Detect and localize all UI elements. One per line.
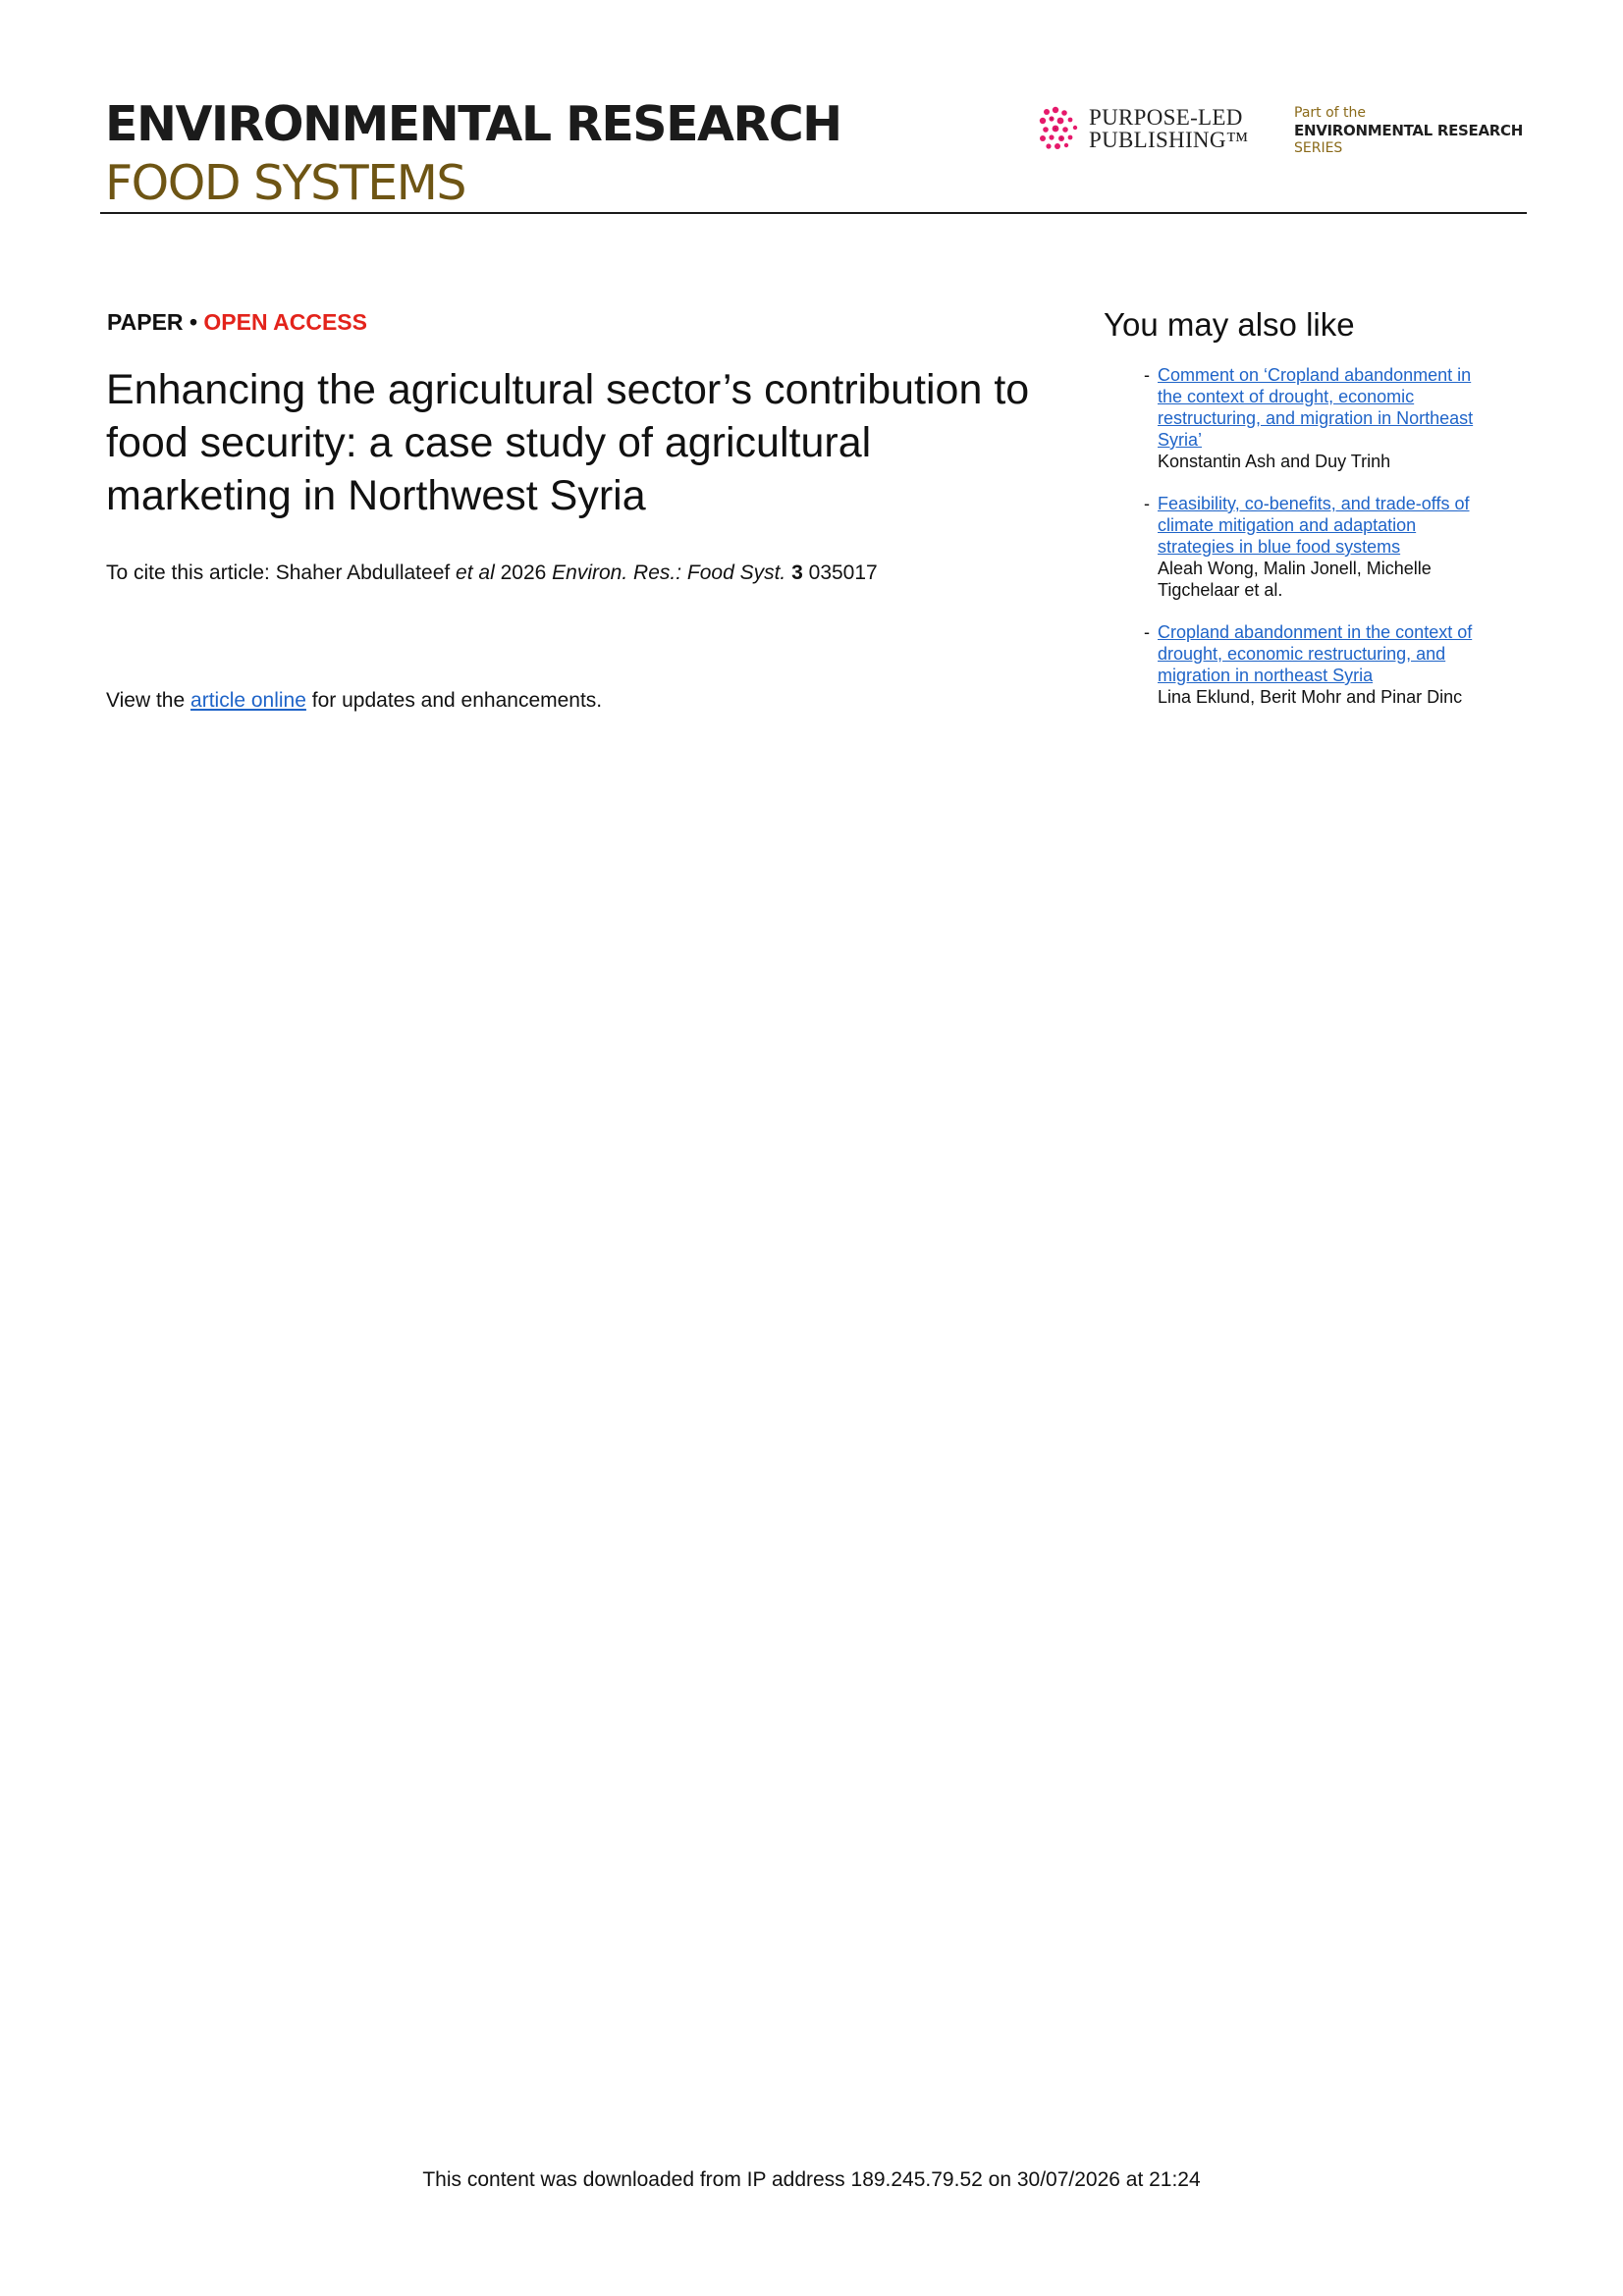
separator-bullet: • [189, 309, 197, 335]
related-author-line: Konstantin Ash and Duy Trinh [1158, 452, 1391, 471]
related-authors [1158, 558, 1516, 601]
related-title-line: the context of drought, economic [1158, 387, 1415, 406]
purpose-led-dots-icon [1038, 106, 1083, 151]
article-title [106, 363, 1088, 522]
citation-journal: Environ. Res.: Food Syst. [552, 561, 786, 584]
related-authors [1158, 451, 1516, 472]
publisher-line1: PURPOSE-LED [1089, 105, 1243, 130]
related-title-line: strategies in blue food systems [1158, 537, 1401, 557]
view-suffix: for updates and enhancements. [311, 689, 603, 712]
related-item-link[interactable] [1158, 365, 1473, 450]
related-item [1104, 364, 1516, 472]
journal-title [105, 95, 841, 213]
journal-title-line1: ENVIRONMENTAL RESEARCH [105, 96, 841, 152]
publisher-line2: PUBLISHING™ [1089, 128, 1249, 152]
related-item-link[interactable] [1158, 494, 1470, 557]
view-online-note [106, 689, 602, 713]
journal-title-line2: FOOD SYSTEMS [105, 155, 466, 211]
header-divider [100, 212, 1527, 214]
citation-etal: et al [456, 561, 495, 584]
view-prefix: View the [106, 689, 186, 712]
list-dash: - [1144, 622, 1150, 642]
related-articles [1104, 305, 1516, 728]
citation-prefix: To cite this article: Shaher Abdullateef [106, 561, 451, 584]
open-access-label: OPEN ACCESS [203, 309, 367, 335]
related-title-line: Cropland abandonment in the context of [1158, 622, 1473, 642]
article-type [107, 309, 367, 336]
series-badge [1294, 105, 1523, 157]
article-online-link[interactable]: article online [190, 689, 306, 712]
series-line1: Part of the [1294, 105, 1367, 121]
citation-volume: 3 [791, 561, 803, 584]
related-author-line: Lina Eklund, Berit Mohr and Pinar Dinc [1158, 687, 1463, 707]
related-title-line: migration in northeast Syria [1158, 666, 1374, 685]
citation-number: 035017 [808, 561, 878, 584]
related-title-line: Syria’ [1158, 430, 1203, 450]
publisher-name [1089, 106, 1249, 151]
list-dash: - [1144, 494, 1150, 513]
related-item-link[interactable] [1158, 622, 1472, 685]
related-title-line: drought, economic restructuring, and [1158, 644, 1446, 664]
related-authors [1158, 686, 1516, 708]
related-title-line: Comment on ‘Cropland abandonment in [1158, 365, 1472, 385]
related-item [1104, 493, 1516, 601]
related-title-line: restructuring, and migration in Northeast [1158, 408, 1474, 428]
related-author-line: Aleah Wong, Malin Jonell, Michelle [1158, 559, 1432, 578]
related-item [1104, 621, 1516, 708]
article-title-line: marketing in Northwest Syria [106, 472, 646, 519]
related-author-line: Tigchelaar et al. [1158, 580, 1283, 600]
citation-year: 2026 [500, 561, 547, 584]
related-heading: You may also like [1104, 306, 1355, 343]
paper-label: PAPER [107, 309, 184, 335]
download-footer: This content was downloaded from IP address 189.245.79.52 on 30/07/2026 at 21:24 [422, 2168, 1201, 2191]
article-title-line: Enhancing the agricultural sector’s contribution to [106, 366, 1030, 413]
article-title-line: food security: a case study of agricultural [106, 419, 872, 466]
related-title-line: climate mitigation and adaptation [1158, 515, 1417, 535]
related-title-line: Feasibility, co-benefits, and trade-offs of [1158, 494, 1470, 513]
series-line2: ENVIRONMENTAL RESEARCH [1294, 122, 1523, 139]
list-dash: - [1144, 365, 1150, 385]
citation [106, 561, 878, 585]
series-line3: SERIES [1294, 140, 1343, 156]
